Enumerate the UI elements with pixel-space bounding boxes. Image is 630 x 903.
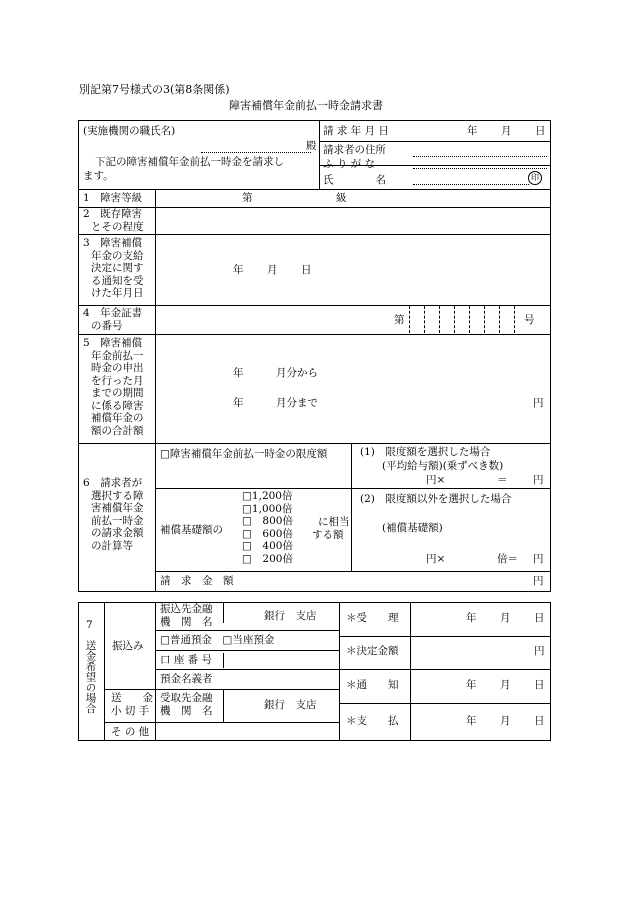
option1-title: (1) 限度額を選択した場合 — [360, 446, 491, 458]
grade-kyu: 級 — [336, 192, 347, 204]
bank-name-label: 振込先金融 機 関 名 — [160, 603, 213, 628]
recv-bank-branch: 銀行 支店 — [264, 699, 317, 711]
notify-label: ＊通 知 — [346, 679, 399, 691]
bank-branch: 銀行 支店 — [264, 610, 317, 622]
recv-bank-label: 受取先金融 機 関 名 — [160, 692, 213, 717]
accept-label: ＊受 理 — [346, 612, 399, 624]
form-id: 別記第7号様式の3(第8条関係) — [79, 83, 230, 96]
equivalent-label: に相当 する額 — [312, 516, 350, 541]
furigana-label: ふ り が な — [323, 158, 376, 170]
claim-month: 月 — [501, 125, 512, 137]
notify-day: 日 — [534, 679, 545, 691]
grade-label: 1 障害等級 — [83, 192, 143, 204]
period-from-year: 年 — [233, 367, 244, 379]
seal-icon: 印 — [528, 171, 542, 185]
check-label: 送 金 小 切 手 — [111, 692, 153, 717]
address-label: 請求者の住所 — [323, 144, 386, 156]
claim-calc-label: 6 請求者が 選択する障 害補償年金 前払一時金 の請求金額 の計算等 — [83, 477, 144, 552]
option2-title: (2) 限度額以外を選択した場合 — [360, 493, 512, 505]
payment-day: 日 — [534, 715, 545, 727]
payment-month: 月 — [500, 715, 511, 727]
account-type-checkboxes[interactable]: □普通預金 □当座預金 — [160, 634, 275, 646]
period-to-month: 月分まで — [276, 397, 318, 409]
period-to-year: 年 — [233, 397, 244, 409]
claim-date-label: 請 求 年 月 日 — [323, 125, 389, 137]
form-title: 障害補償年金前払一時金請求書 — [229, 99, 383, 112]
option1-eq: ＝ — [497, 474, 508, 486]
option2-sub: (補償基礎額) — [382, 522, 443, 534]
decision-month: 月 — [267, 264, 278, 276]
decision-year: 年 — [233, 264, 244, 276]
limit-checkbox-label[interactable]: □障害補償年金前払一時金の限度額 — [160, 448, 328, 460]
grade-dai: 第 — [242, 192, 253, 204]
furikomi-label: 振込み — [112, 640, 144, 652]
existing-disability-label: 2 既存障害 とその程度 — [83, 208, 144, 233]
section7-number: 7 — [86, 619, 93, 631]
account-holder-label: 預金名義者 — [160, 673, 213, 685]
multiplier-options[interactable]: □1,200倍 □1,000倍 □ 800倍 □ 600倍 □ 400倍 □ 200倍 — [242, 490, 293, 565]
certificate-go: 号 — [524, 314, 535, 326]
payment-year: 年 — [466, 715, 477, 727]
base-amount-label: 補償基礎額の — [160, 524, 223, 536]
accept-day: 日 — [534, 612, 545, 624]
claim-amount-label: 請 求 金 額 — [160, 575, 234, 587]
decision-date-label: 3 障害補償 年金の支給 決定に関す る通知を受 けた年月日 — [83, 237, 144, 299]
decision-day: 日 — [301, 264, 312, 276]
option2-yen-times: 円× — [426, 553, 446, 565]
notify-month: 月 — [500, 679, 511, 691]
decided-amount-yen: 円 — [534, 645, 545, 657]
other-label: そ の 他 — [111, 726, 150, 738]
period-from-month: 月分から — [276, 367, 318, 379]
payment-label: ＊支 払 — [346, 715, 399, 727]
name-label: 氏 名 — [323, 174, 386, 186]
request-text-2: ます。 — [83, 170, 114, 182]
agency-label: (実施機関の職氏名) — [83, 125, 176, 137]
certificate-dai: 第 — [394, 314, 405, 326]
option1-sub: (平均給与額)(乗ずべき数) — [382, 460, 504, 472]
account-number-label: 口 座 番 号 — [160, 654, 213, 666]
decided-amount-label: ＊決定金額 — [346, 645, 399, 657]
accept-month: 月 — [500, 612, 511, 624]
claim-year: 年 — [467, 125, 478, 137]
option2-yen: 円 — [533, 553, 544, 565]
notify-year: 年 — [466, 679, 477, 691]
claim-day: 日 — [535, 125, 546, 137]
remittance-vertical-label: 送金希望の場合 — [84, 640, 97, 714]
remittance-table — [78, 602, 551, 741]
pension-total-label: 5 障害補償 年金前払一 時金の申出 を行った月 までの期間 に係る障害 補償年金の 額の合計額 — [83, 337, 144, 437]
option1-yen-times: 円× — [426, 474, 446, 486]
option2-eq: 倍＝ — [497, 553, 518, 565]
claim-amount-yen: 円 — [533, 575, 544, 587]
certificate-number-label: 4 年金証書 の番号 — [83, 307, 143, 332]
option1-yen: 円 — [533, 474, 544, 486]
request-text-1: 下記の障害補償年金前払一時金を請求し — [95, 156, 284, 168]
pension-total-yen: 円 — [533, 397, 544, 409]
accept-year: 年 — [466, 612, 477, 624]
dono-label: 殿 — [306, 140, 317, 152]
